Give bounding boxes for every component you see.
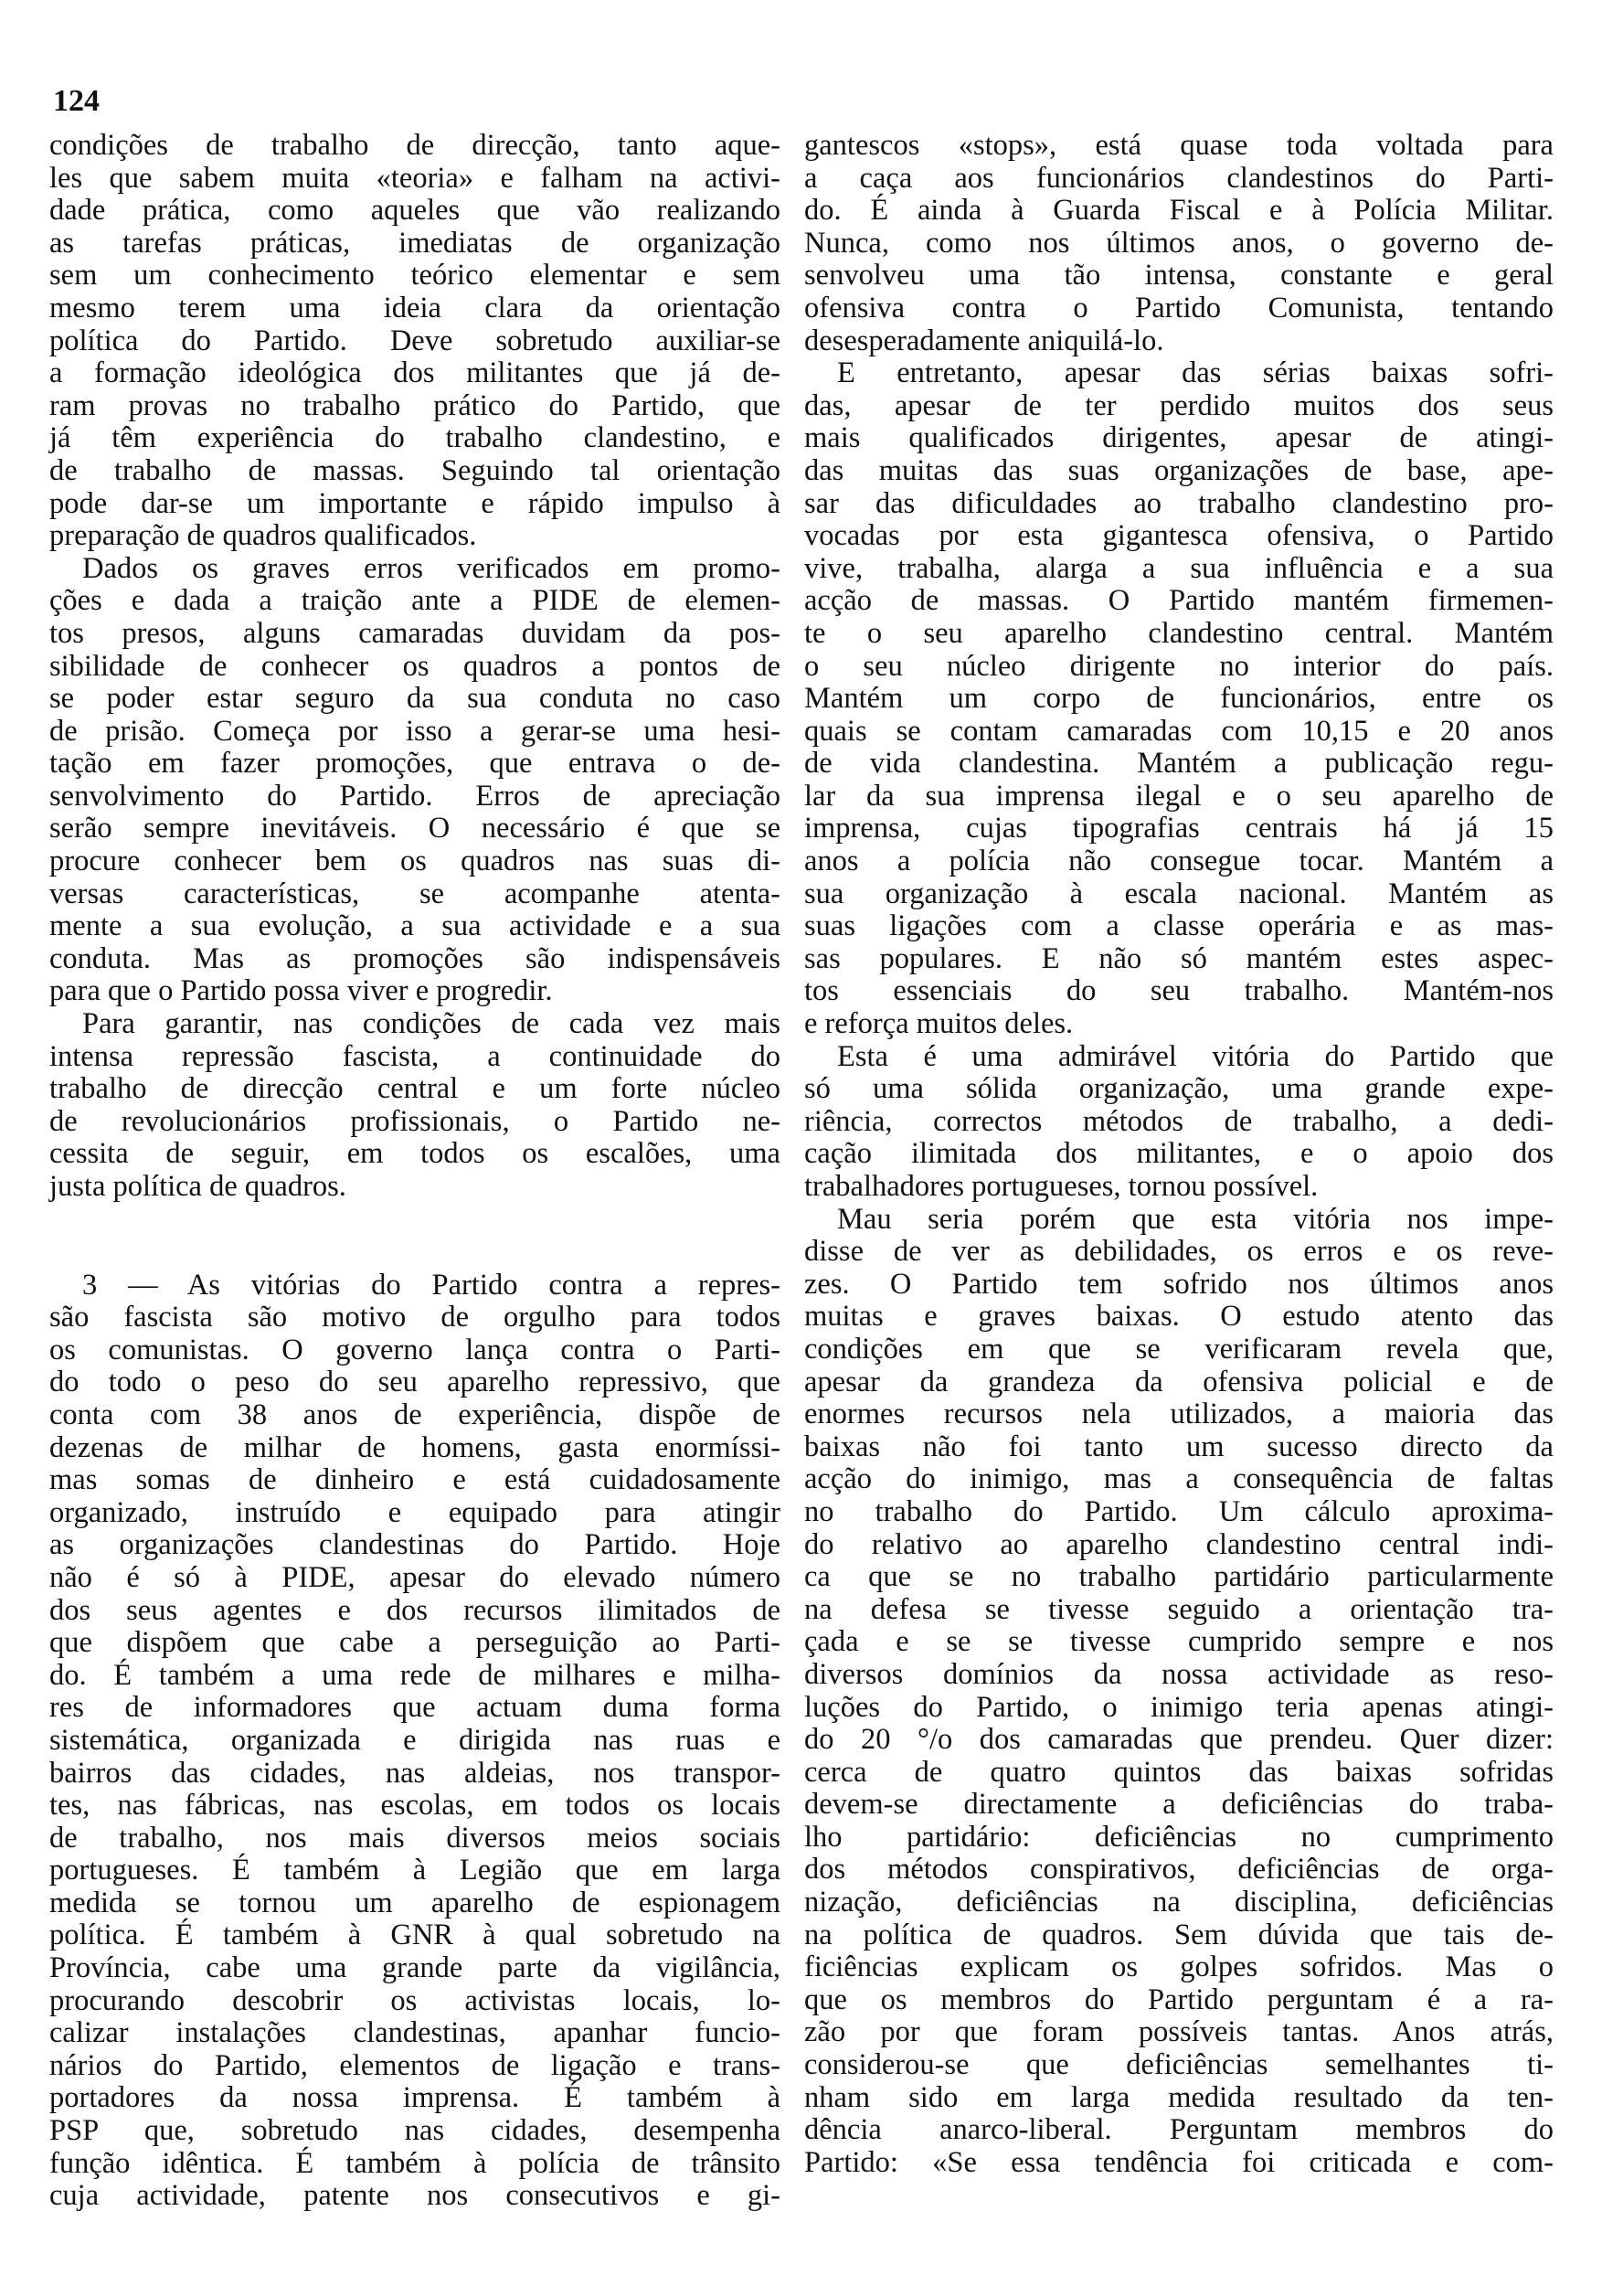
text-line: Para garantir, nas condições de cada vez mais: [82, 1007, 780, 1041]
text-line: as tarefas práticas, imediatas de organização: [49, 226, 780, 260]
text-line: portadores da nossa imprensa. É também à: [49, 2081, 780, 2115]
text-line: nários do Partido, elementos de ligação e trans-: [49, 2048, 780, 2082]
text-line: condições de trabalho de direcção, tanto aque-: [49, 129, 780, 162]
text-line: os comunistas. O governo lança contra o Parti-: [49, 1333, 780, 1366]
text-line: do 20 °/o dos camaradas que prendeu. Quer dizer:: [804, 1723, 1554, 1757]
text-line: devem-se directamente a deficiências do traba-: [804, 1788, 1554, 1822]
text-line: PSP que, sobretudo nas cidades, desempenha: [49, 2114, 780, 2148]
text-line: çada e se se tivesse cumprido sempre e nos: [804, 1625, 1554, 1659]
text-line: do. É ainda à Guarda Fiscal e à Polícia Militar.: [804, 194, 1554, 228]
text-line: dência anarco-liberal. Perguntam membros do: [804, 2113, 1554, 2147]
text-line: 3 — As vitórias do Partido contra a repres-: [82, 1268, 780, 1302]
text-line: vive, trabalha, alarga a sua influência e a sua: [804, 551, 1554, 585]
text-line: zão por que foram possíveis tantas. Anos atrás,: [804, 2015, 1554, 2049]
text-line: ca que se no trabalho partidário particularmente: [804, 1560, 1554, 1594]
text-line: enormes recursos nela utilizados, a maioria das: [804, 1398, 1554, 1431]
text-line: les que sabem muita «teoria» e falham na activi-: [49, 161, 780, 195]
text-line: as organizações clandestinas do Partido. Hoje: [49, 1528, 780, 1562]
text-line: luções do Partido, o inimigo teria apenas atingi-: [804, 1690, 1554, 1724]
text-line: cação ilimitada dos militantes, e o apoio dos: [804, 1137, 1554, 1171]
text-line: dezenas de milhar de homens, gasta enormíssi-: [49, 1430, 780, 1464]
text-line: E entretanto, apesar das sérias baixas sofri-: [837, 356, 1554, 390]
text-line: sar das dificuldades ao trabalho clandestino pro-: [804, 486, 1554, 520]
text-line: suas ligações com a classe operária e as mas-: [804, 909, 1554, 943]
text-line: para que o Partido possa viver e progredir.: [49, 974, 553, 1008]
text-line: função idêntica. É também à polícia de trânsito: [49, 2146, 780, 2180]
paragraph: [49, 1270, 780, 2213]
text-line: res de informadores que actuam duma forma: [49, 1691, 780, 1725]
text-line: lar da sua imprensa ilegal e o seu aparelho de: [804, 779, 1554, 813]
text-line: bairros das cidades, nas aldeias, nos transpor-: [49, 1756, 780, 1790]
page-number: 124: [53, 84, 100, 118]
text-line: nham sido em larga medida resultado da ten-: [804, 2080, 1554, 2114]
text-line: na política de quadros. Sem dúvida que tais de-: [804, 1918, 1554, 1951]
text-line: Nunca, como nos últimos anos, o governo de-: [804, 226, 1554, 260]
text-line: ficiências explicam os golpes sofridos. Mas o: [804, 1951, 1554, 1984]
text-line: dos métodos conspirativos, deficiências de orga-: [804, 1853, 1554, 1887]
text-line: já têm experiência do trabalho clandestino, e: [49, 421, 780, 455]
text-line: ram provas no trabalho prático do Partido, que: [49, 388, 780, 422]
text-line: senvolveu uma tão intensa, constante e geral: [804, 259, 1554, 292]
text-line: conduta. Mas as promoções são indispensáveis: [49, 941, 780, 975]
text-line: ções e dada a traição ante a PIDE de elemen-: [49, 584, 780, 618]
paragraph: [804, 1041, 1554, 1204]
text-line: do. É também a uma rede de milhares e milha-: [49, 1658, 780, 1692]
text-line: Dados os graves erros verificados em promo-: [82, 551, 780, 585]
text-line: cuja actividade, patente nos consecutivos e gi-: [49, 2179, 780, 2213]
text-line: nização, deficiências na disciplina, deficiências: [804, 1886, 1554, 1919]
text-line: Mau seria porém que esta vitória nos impe-: [837, 1202, 1554, 1236]
text-line: diversos domínios da nossa actividade as reso-: [804, 1657, 1554, 1691]
text-line: senvolvimento do Partido. Erros de apreciação: [49, 779, 780, 813]
text-line: procure conhecer bem os quadros nas suas di-: [49, 845, 780, 878]
text-line: tos presos, alguns camaradas duvidam da pos-: [49, 616, 780, 650]
text-line: política do Partido. Deve sobretudo auxiliar-se: [49, 324, 780, 357]
text-line: muitas e graves baixas. O estudo atento das: [804, 1300, 1554, 1334]
text-line: disse de ver as debilidades, os erros e os reve-: [804, 1235, 1554, 1269]
text-line: o seu núcleo dirigente no interior do país.: [804, 649, 1554, 683]
text-line: pode dar-se um importante e rápido impulso à: [49, 486, 780, 520]
text-line: sistemática, organizada e dirigida nas ruas e: [49, 1723, 780, 1757]
text-line: zes. O Partido tem sofrido nos últimos anos: [804, 1267, 1554, 1301]
text-line: mesmo terem uma ideia clara da orientação: [49, 291, 780, 324]
text-line: a caça aos funcionários clandestinos do Parti-: [804, 161, 1554, 195]
text-line: Mantém um corpo de funcionários, entre os: [804, 682, 1554, 716]
text-line: anos a polícia não consegue tocar. Mantém a: [804, 845, 1554, 878]
text-line: mas somas de dinheiro e está cuidadosamente: [49, 1463, 780, 1497]
text-line: de trabalho, nos mais diversos meios sociais: [49, 1821, 780, 1855]
text-line: das muitas das suas organizações de base, ape-: [804, 453, 1554, 487]
text-line: trabalhadores portugueses, tornou possível.: [804, 1170, 1319, 1203]
text-line: de revolucionários profissionais, o Partido ne-: [49, 1104, 780, 1138]
text-line: imprensa, cujas tipografias centrais há já 15: [804, 812, 1554, 845]
text-line: mais qualificados dirigentes, apesar de atingi-: [804, 421, 1554, 455]
text-line: sibilidade de conhecer os quadros a pontos de: [49, 649, 780, 683]
text-line: política. É também à GNR à qual sobretudo na: [49, 1919, 780, 1952]
text-line: lho partidário: deficiências no cumprimento: [804, 1820, 1554, 1854]
text-line: Partido: «Se essa tendência foi criticada e com-: [804, 2145, 1554, 2179]
text-line: sem um conhecimento teórico elementar e sem: [49, 259, 780, 292]
text-line: quais se contam camaradas com 10,15 e 20 anos: [804, 714, 1554, 748]
text-line: são fascista são motivo de orgulho para todos: [49, 1301, 780, 1334]
text-line: do relativo ao aparelho clandestino central indi-: [804, 1527, 1554, 1561]
text-line: que dispõem que cabe a perseguição ao Parti-: [49, 1626, 780, 1660]
text-line: acção de massas. O Partido mantém firmemen-: [804, 584, 1554, 618]
text-line: tes, nas fábricas, nas escolas, em todos os locais: [49, 1789, 780, 1823]
text-line: procurando descobrir os activistas locais, lo-: [49, 1983, 780, 2017]
text-line: mente a sua evolução, a sua actividade e a sua: [49, 909, 780, 943]
text-line: de trabalho de massas. Seguindo tal orientação: [49, 453, 780, 487]
paragraph: [804, 1204, 1554, 2180]
text-line: organizado, instruído e equipado para atingir: [49, 1495, 780, 1529]
text-line: calizar instalações clandestinas, apanhar funcio-: [49, 2016, 780, 2050]
text-line: ofensiva contra o Partido Comunista, tentando: [804, 291, 1554, 324]
text-line: considerou-se que deficiências semelhantes ti-: [804, 2048, 1554, 2082]
text-line: intensa repressão fascista, a continuidade do: [49, 1039, 780, 1073]
text-line: versas características, se acompanhe atenta-: [49, 877, 780, 910]
text-line: sas populares. E não só mantém estes aspec-: [804, 941, 1554, 975]
text-line: gantescos «stops», está quase toda voltada para: [804, 129, 1554, 162]
text-line: conta com 38 anos de experiência, dispõe de: [49, 1398, 780, 1431]
text-line: tação em fazer promoções, que entrava o de-: [49, 747, 780, 781]
text-line: cessita de seguir, em todos os escalões, uma: [49, 1137, 780, 1171]
text-line: das, apesar de ter perdido muitos dos seus: [804, 388, 1554, 422]
text-line: no trabalho do Partido. Um cálculo aproxima-: [804, 1494, 1554, 1528]
text-line: preparação de quadros qualificados.: [49, 519, 477, 553]
paragraph: [49, 130, 780, 553]
right-column: [804, 130, 1554, 2179]
text-line: sua organização à escala nacional. Mantém as: [804, 877, 1554, 910]
text-line: não é só à PIDE, apesar do elevado número: [49, 1560, 780, 1594]
text-line: condições em que se verificaram revela que,: [804, 1332, 1554, 1366]
text-line: acção do inimigo, mas a consequência de faltas: [804, 1462, 1554, 1496]
paragraph: [804, 130, 1554, 357]
text-line: do todo o peso do seu aparelho repressivo, que: [49, 1366, 780, 1399]
text-line: de vida clandestina. Mantém a publicação regu-: [804, 747, 1554, 781]
text-line: dos seus agentes e dos recursos ilimitados de: [49, 1593, 780, 1627]
text-line: te o seu aparelho clandestino central. Mantém: [804, 616, 1554, 650]
text-line: que os membros do Partido perguntam é a ra-: [804, 1982, 1554, 2016]
text-line: riência, correctos métodos de trabalho, a dedi-: [804, 1104, 1554, 1138]
text-line: a formação ideológica dos militantes que já de-: [49, 356, 780, 390]
text-line: vocadas por esta gigantesca ofensiva, o Partido: [804, 519, 1554, 553]
text-line: tos essenciais do seu trabalho. Mantém-nos: [804, 974, 1554, 1008]
text-line: se poder estar seguro da sua conduta no caso: [49, 682, 780, 716]
text-line: Esta é uma admirável vitória do Partido que: [837, 1039, 1554, 1073]
text-line: de prisão. Começa por isso a gerar-se uma hesi-: [49, 714, 780, 748]
text-line: Província, cabe uma grande parte da vigilância,: [49, 1951, 780, 1985]
text-line: cerca de quatro quintos das baixas sofridas: [804, 1755, 1554, 1789]
text-line: baixas não foi tanto um sucesso directo da: [804, 1430, 1554, 1463]
paragraph: [49, 553, 780, 1008]
text-line: trabalho de direcção central e um forte núcleo: [49, 1072, 780, 1106]
paragraph: [804, 357, 1554, 1040]
text-line: apesar da grandeza da ofensiva policial e de: [804, 1365, 1554, 1398]
text-line: portugueses. É também à Legião que em larga: [49, 1854, 780, 1887]
text-line: justa política de quadros.: [49, 1170, 346, 1203]
text-line: na defesa se tivesse seguido a orientação tra-: [804, 1592, 1554, 1626]
text-line: e reforça muitos deles.: [804, 1007, 1074, 1041]
text-line: desesperadamente aniquilá-lo.: [804, 324, 1164, 357]
text-line: medida se tornou um aparelho de espionagem: [49, 1886, 780, 1919]
text-line: serão sempre inevitáveis. O necessário é que se: [49, 812, 780, 845]
paragraph: [49, 1008, 780, 1204]
text-line: dade prática, como aqueles que vão realizando: [49, 194, 780, 228]
left-column: [49, 130, 780, 2213]
text-line: só uma sólida organização, uma grande expe-: [804, 1072, 1554, 1106]
